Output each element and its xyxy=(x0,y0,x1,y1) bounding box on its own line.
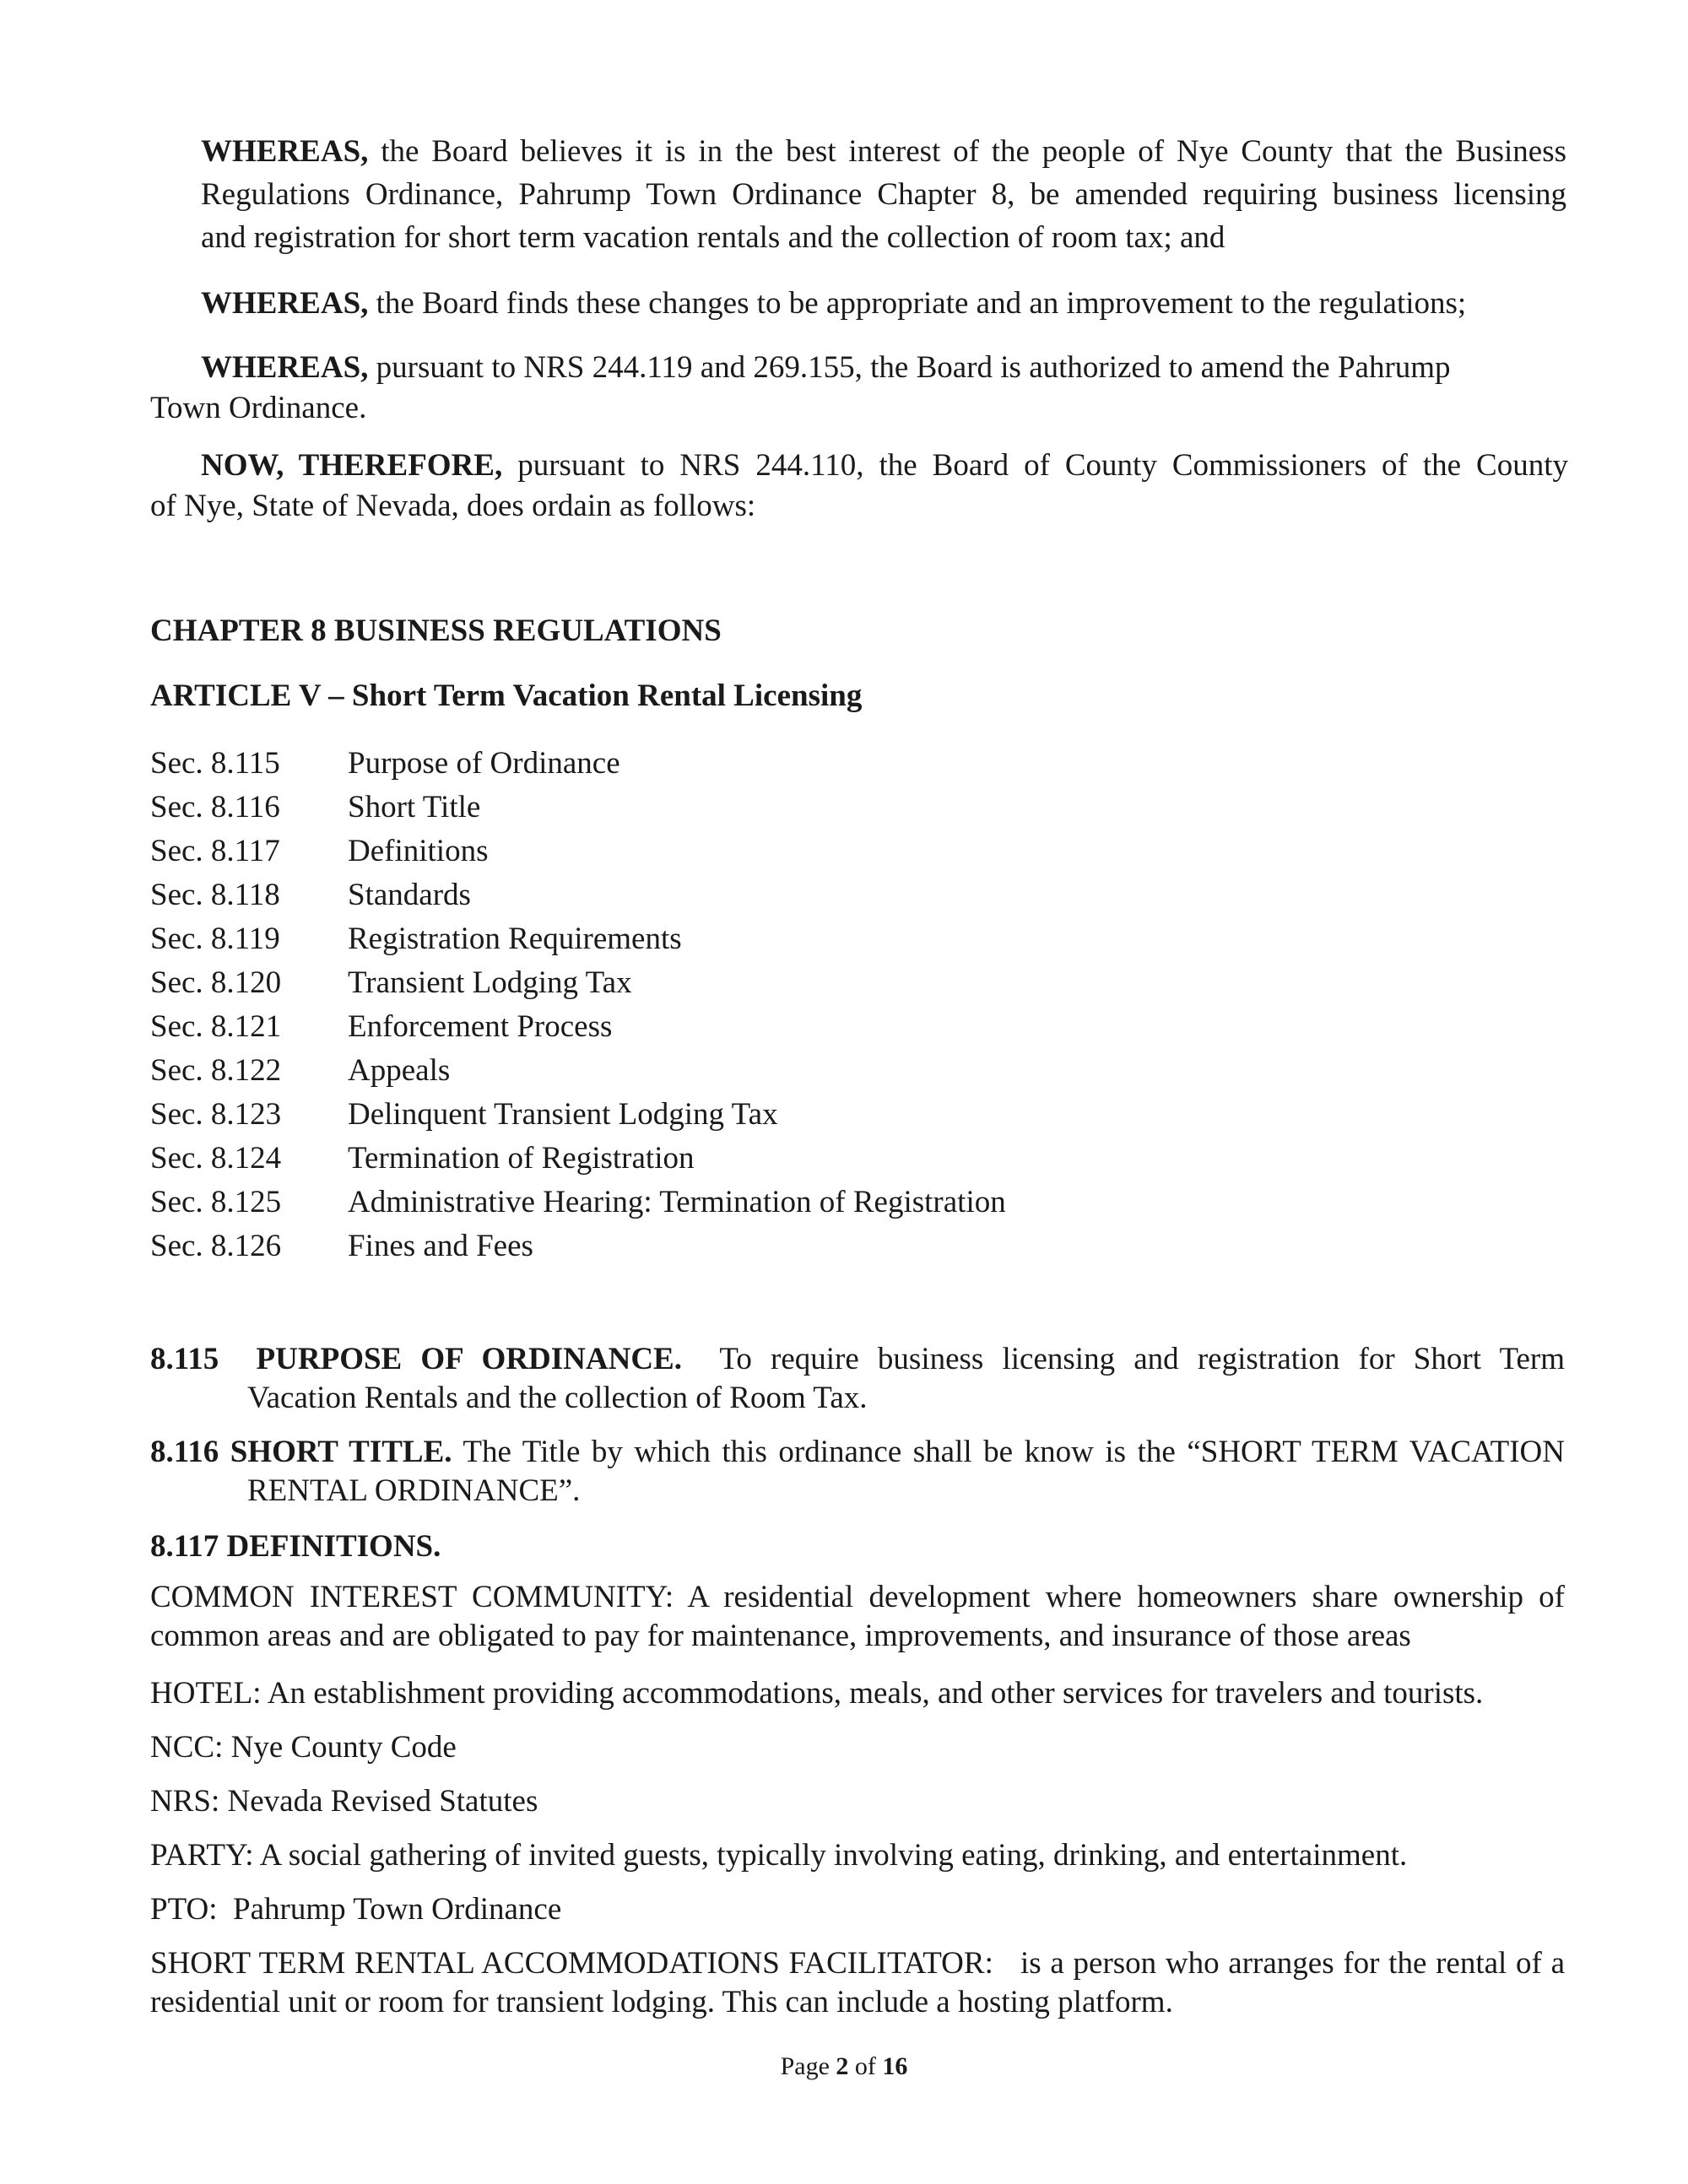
chapter-heading: CHAPTER 8 BUSINESS REGULATIONS xyxy=(150,614,722,648)
whereas-lead: WHEREAS, xyxy=(201,350,369,385)
definition-pto: PTO: Pahrump Town Ordinance xyxy=(150,1892,562,1927)
section-heading: SHORT TITLE. xyxy=(230,1435,452,1469)
definition-ncc: NCC: Nye County Code xyxy=(150,1730,457,1765)
article-heading: ARTICLE V – Short Term Vacation Rental Licensing xyxy=(150,678,863,713)
whereas-lead: WHEREAS, xyxy=(201,286,369,321)
section-number: 8.115 xyxy=(150,1342,219,1376)
section-heading: PURPOSE OF ORDINANCE. xyxy=(256,1342,682,1376)
definition-short-term-rental-facilitator: SHORT TERM RENTAL ACCOMMODATIONS FACILITATOR: is a person who arranges for the rental of a residential unit or room for transient lodging. This can include a hosting platform. xyxy=(150,1946,1573,2019)
section-8-116: 8.116 SHORT TITLE. The Title by which this ordinance shall be know is the “SHORT TERM VACATION RENTAL ORDINANCE”. xyxy=(150,1435,1565,1508)
whereas-paragraph-2: WHEREAS, the Board finds these changes to be appropriate and an improvement to the regulations; xyxy=(201,286,1467,321)
section-number: 8.116 xyxy=(150,1435,219,1469)
toc-row: Sec. 8.119 Registration Requirements xyxy=(150,922,682,956)
toc-row: Sec. 8.126 Fines and Fees xyxy=(150,1229,533,1263)
toc-row: Sec. 8.121 Enforcement Process xyxy=(150,1009,613,1044)
whereas-lead: WHEREAS, xyxy=(201,134,369,169)
definition-nrs: NRS: Nevada Revised Statutes xyxy=(150,1784,538,1819)
whereas-paragraph-3: WHEREAS, pursuant to NRS 244.119 and 269.155, the Board is authorized to amend the Pahrump Town Ordinance. xyxy=(150,350,1451,425)
toc-row: Sec. 8.123 Delinquent Transient Lodging Tax xyxy=(150,1097,778,1132)
toc-row: Sec. 8.115 Purpose of Ordinance xyxy=(150,746,620,781)
total-pages: 16 xyxy=(882,2052,908,2080)
now-therefore-lead: NOW, THEREFORE, xyxy=(201,448,503,483)
whereas-paragraph-1: WHEREAS, the Board believes it is in the best interest of the people of Nye County that the Business Regulations Ordinance, Pahrump Town Ordinance Chapter 8, be amended requiring business licensing and registration for short term vacation rentals and the collection of room tax; and xyxy=(201,134,1566,255)
toc-row: Sec. 8.120 Transient Lodging Tax xyxy=(150,965,632,1000)
definition-hotel: HOTEL: An establishment providing accommodations, meals, and other services for travelers and tourists. xyxy=(150,1676,1484,1711)
toc-row: Sec. 8.118 Standards xyxy=(150,878,471,912)
toc-row: Sec. 8.124 Termination of Registration xyxy=(150,1141,695,1176)
toc-row: Sec. 8.125 Administrative Hearing: Termination of Registration xyxy=(150,1185,1006,1219)
toc-row: Sec. 8.122 Appeals xyxy=(150,1053,451,1088)
section-8-115: 8.115 PURPOSE OF ORDINANCE. To require business licensing and registration for Short Term Vacation Rentals and the collection of Room Tax. xyxy=(150,1342,1566,1415)
toc-row: Sec. 8.116 Short Title xyxy=(150,790,481,824)
definitions-heading: 8.117 DEFINITIONS. xyxy=(150,1529,441,1564)
toc-row: Sec. 8.117 Definitions xyxy=(150,834,489,868)
now-therefore-paragraph: NOW, THEREFORE, pursuant to NRS 244.110, the Board of County Commissioners of the County of Nye, State of Nevada, does ordain as follows: xyxy=(150,448,1568,523)
definition-party: PARTY: A social gathering of invited guests, typically involving eating, drinking, and entertainment. xyxy=(150,1838,1408,1873)
current-page-number: 2 xyxy=(836,2052,849,2080)
page-footer: Page 2 of 16 xyxy=(780,2052,908,2080)
definition-common-interest-community: COMMON INTEREST COMMUNITY: A residential development where homeowners share ownership of common areas and are obligated to pay for maintenance, improvements, and insurance of those areas xyxy=(150,1580,1565,1653)
